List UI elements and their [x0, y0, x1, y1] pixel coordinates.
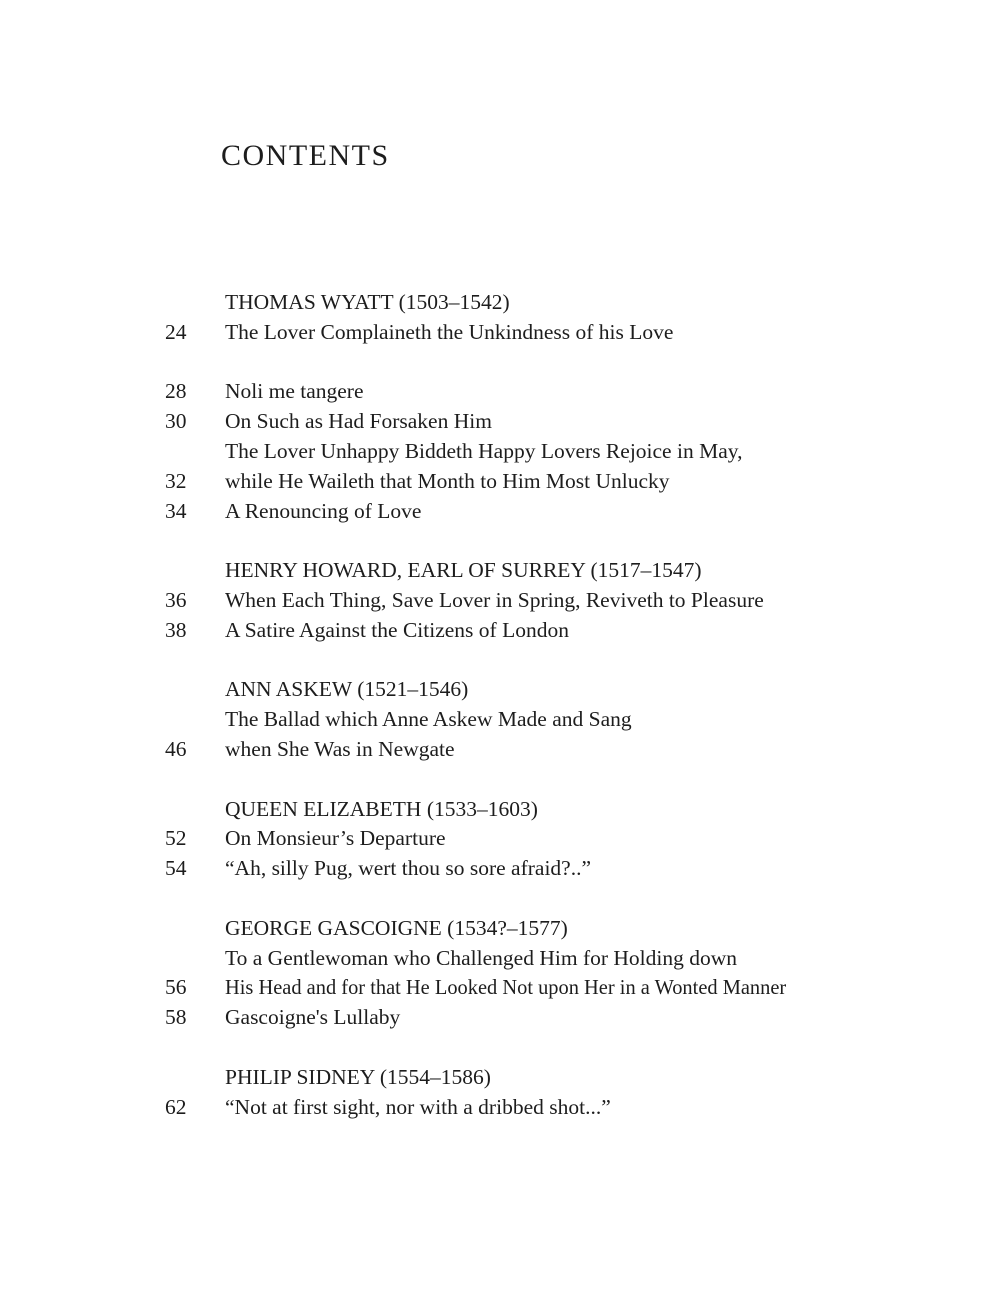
toc-entry [0, 854, 1000, 884]
toc-entry [0, 824, 1000, 854]
toc-entry [0, 497, 1000, 527]
page-number [165, 944, 225, 974]
author-heading-row [0, 288, 1000, 318]
page-number: 46 [165, 736, 187, 761]
entry-title: To a Gentlewoman who Challenged Him for Holding down [225, 945, 738, 970]
toc-section-george-gascoigne [0, 914, 1000, 1033]
page-number: 52 [165, 826, 187, 851]
page-number [165, 705, 225, 735]
entry-title-continuation: The Lover Unhappy Biddeth Happy Lovers Rejoice in May, [225, 438, 743, 463]
entry-title: A Renouncing of Love [225, 498, 422, 523]
entry-title: The Ballad which Anne Askew Made and Sang [225, 707, 632, 732]
entry-title: On Monsieur’s Departure [225, 826, 446, 851]
toc-entry [0, 1003, 1000, 1033]
toc-entry [0, 377, 1000, 407]
toc-entry [0, 467, 1000, 497]
page-number-column [165, 556, 225, 586]
entry-title-continuation: His Head and for that He Looked Not upon Her in a Wonted Manner [225, 975, 787, 1000]
entry-title: The Lover Complaineth the Unkindness of his Love [225, 319, 674, 344]
entry-title: Gascoigne's Lullaby [225, 1005, 401, 1030]
entry-title: When Each Thing, Save Lover in Spring, Reviveth to Pleasure [225, 587, 764, 612]
page-title: CONTENTS [221, 139, 390, 172]
blank-line [0, 646, 1000, 676]
author-heading: HENRY HOWARD, EARL OF SURREY (1517–1547) [225, 558, 702, 583]
entry-title: Noli me tangere [225, 379, 364, 404]
toc-section-philip-sidney [0, 1063, 1000, 1123]
toc-section-ann-askew [0, 675, 1000, 764]
page-number: 54 [165, 856, 187, 881]
toc-entry [0, 944, 1000, 974]
page-number: 56 [165, 975, 187, 1000]
toc-entry [0, 586, 1000, 616]
toc-entry [0, 318, 1000, 348]
page-number: 34 [165, 498, 187, 523]
author-heading-row [0, 795, 1000, 825]
author-heading: PHILIP SIDNEY (1554–1586) [225, 1064, 491, 1089]
toc-section-thomas-wyatt [0, 288, 1000, 526]
blank-line [0, 1033, 1000, 1063]
author-heading-row [0, 914, 1000, 944]
page-number: 28 [165, 379, 187, 404]
page-number: 24 [165, 319, 187, 344]
author-heading: THOMAS WYATT (1503–1542) [225, 290, 510, 314]
blank-line [0, 884, 1000, 914]
page-number [165, 437, 225, 467]
blank-line [0, 765, 1000, 795]
page-number: 30 [165, 409, 187, 434]
page-number: 38 [165, 617, 187, 642]
page-number-column [165, 914, 225, 944]
author-heading-row [0, 556, 1000, 586]
page-number: 62 [165, 1094, 187, 1119]
table-of-contents [0, 288, 1000, 1122]
entry-title: “Ah, silly Pug, wert thou so sore afraid?..” [225, 856, 592, 881]
toc-entry [0, 705, 1000, 735]
toc-entry [0, 437, 1000, 467]
toc-section-henry-howard [0, 556, 1000, 645]
page-number: 36 [165, 587, 187, 612]
author-heading-row [0, 675, 1000, 705]
page-number: 58 [165, 1005, 187, 1030]
blank-line [0, 526, 1000, 556]
author-heading: GEORGE GASCOIGNE (1534?–1577) [225, 915, 568, 940]
author-heading: QUEEN ELIZABETH (1533–1603) [225, 796, 538, 821]
entry-title: “Not at first sight, nor with a dribbed shot...” [225, 1094, 611, 1119]
blank-line [0, 348, 1000, 378]
toc-entry [0, 407, 1000, 437]
toc-entry [0, 616, 1000, 646]
entry-title: while He Waileth that Month to Him Most Unlucky [225, 468, 670, 493]
entry-title: A Satire Against the Citizens of London [225, 617, 569, 642]
toc-entry [0, 1093, 1000, 1123]
page-number-column [165, 288, 225, 318]
author-heading-row [0, 1063, 1000, 1093]
page-number-column [165, 795, 225, 825]
page-number-column [165, 675, 225, 705]
toc-section-queen-elizabeth [0, 795, 1000, 884]
toc-entry [0, 973, 1000, 1003]
page-number-column [165, 1063, 225, 1093]
author-heading: ANN ASKEW (1521–1546) [225, 677, 469, 702]
entry-title-continuation: when She Was in Newgate [225, 736, 455, 761]
page-number: 32 [165, 468, 187, 493]
entry-title: On Such as Had Forsaken Him [225, 409, 492, 434]
toc-entry [0, 735, 1000, 765]
